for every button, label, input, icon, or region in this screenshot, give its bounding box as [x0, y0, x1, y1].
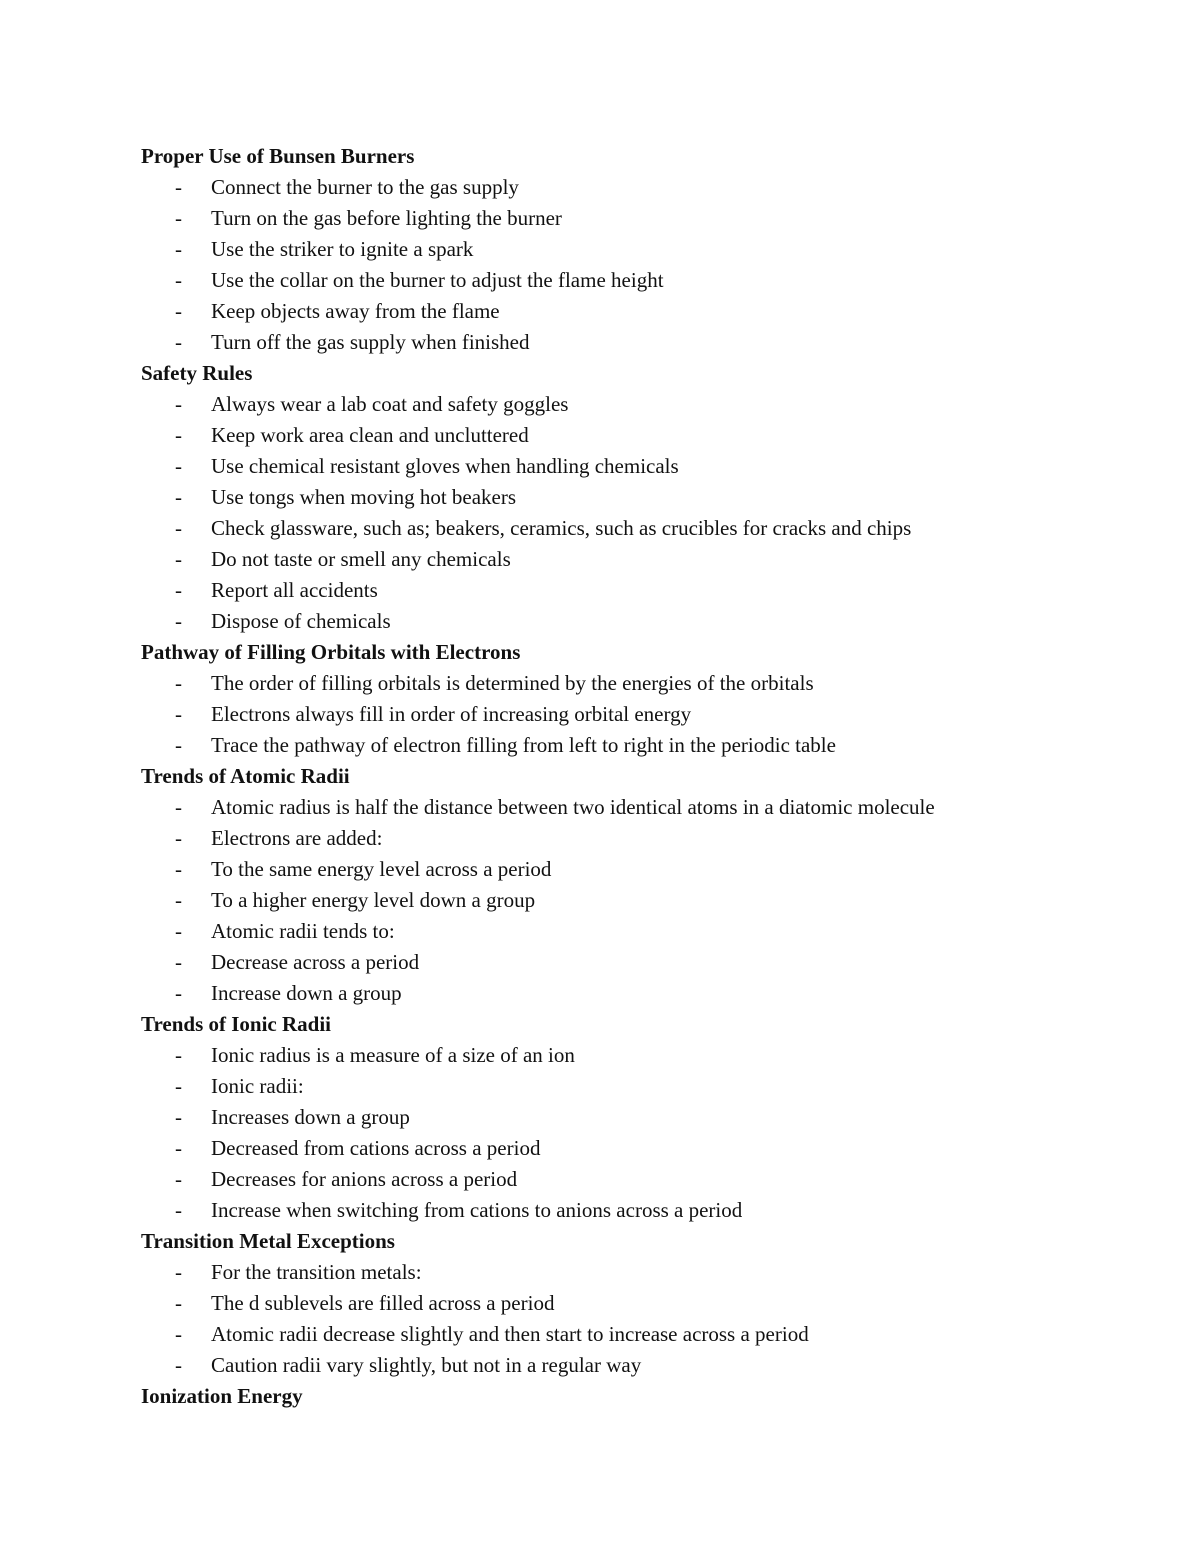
- dash-bullet: -: [175, 423, 182, 447]
- list-item-text: Report all accidents: [211, 578, 378, 602]
- list-item-text: Do not taste or smell any chemicals: [211, 547, 511, 571]
- list-item-text: Increases down a group: [211, 1105, 410, 1129]
- list-item: [141, 1319, 1101, 1350]
- dash-bullet: -: [175, 547, 182, 571]
- list-item-text: To the same energy level across a period: [211, 857, 552, 881]
- list-item: [141, 668, 1101, 699]
- dash-bullet: -: [175, 702, 182, 726]
- dash-bullet: -: [175, 1167, 182, 1191]
- list-item-text: Use the striker to ignite a spark: [211, 237, 474, 261]
- dash-bullet: -: [175, 454, 182, 478]
- list-item: [141, 1133, 1101, 1164]
- list-item: [141, 916, 1101, 947]
- list-item-text: Turn off the gas supply when finished: [211, 330, 530, 354]
- dash-bullet: -: [175, 1198, 182, 1222]
- list-item-text: Increase down a group: [211, 981, 402, 1005]
- dash-bullet: -: [175, 671, 182, 695]
- list-item: [141, 575, 1101, 606]
- list-item: [141, 172, 1101, 203]
- list-item-text: Caution radii vary slightly, but not in a regular way: [211, 1353, 642, 1377]
- dash-bullet: -: [175, 1353, 182, 1377]
- list-item: [141, 1102, 1101, 1133]
- list-item-text: Electrons are added:: [211, 826, 383, 850]
- list-item-text: The order of filling orbitals is determined by the energies of the orbitals: [211, 671, 814, 695]
- list-item-text: Ionic radius is a measure of a size of an ion: [211, 1043, 575, 1067]
- list-item-text: Electrons always fill in order of increasing orbital energy: [211, 702, 692, 726]
- dash-bullet: -: [175, 175, 182, 199]
- list-item: [141, 947, 1101, 978]
- list-item: [141, 389, 1101, 420]
- dash-bullet: -: [175, 1136, 182, 1160]
- list-item-text: Turn on the gas before lighting the burner: [211, 206, 562, 230]
- section-heading: Safety Rules: [141, 361, 253, 385]
- list-item: [141, 482, 1101, 513]
- dash-bullet: -: [175, 888, 182, 912]
- list-item: [141, 544, 1101, 575]
- dash-bullet: -: [175, 237, 182, 261]
- dash-bullet: -: [175, 206, 182, 230]
- list-item: [141, 1350, 1101, 1381]
- list-item: [141, 606, 1101, 637]
- dash-bullet: -: [175, 485, 182, 509]
- list-item-text: Use chemical resistant gloves when handling chemicals: [211, 454, 679, 478]
- list-item: [141, 1071, 1101, 1102]
- list-item: [141, 265, 1101, 296]
- dash-bullet: -: [175, 1322, 182, 1346]
- list-item: [141, 420, 1101, 451]
- section-heading: Proper Use of Bunsen Burners: [141, 144, 415, 168]
- list-item: [141, 1195, 1101, 1226]
- dash-bullet: -: [175, 609, 182, 633]
- list-item-text: Use tongs when moving hot beakers: [211, 485, 517, 509]
- document-body: [141, 141, 1101, 1412]
- list-item: [141, 1040, 1101, 1071]
- dash-bullet: -: [175, 1291, 182, 1315]
- section-heading: Ionization Energy: [141, 1384, 303, 1408]
- dash-bullet: -: [175, 795, 182, 819]
- list-item-text: To a higher energy level down a group: [211, 888, 536, 912]
- list-item-text: Connect the burner to the gas supply: [211, 175, 519, 199]
- list-item: [141, 730, 1101, 761]
- dash-bullet: -: [175, 919, 182, 943]
- bullet-list: [141, 668, 1101, 761]
- list-item: [141, 699, 1101, 730]
- list-item: [141, 1288, 1101, 1319]
- list-item: [141, 792, 1101, 823]
- dash-bullet: -: [175, 733, 182, 757]
- list-item-text: The d sublevels are filled across a period: [211, 1291, 555, 1315]
- bullet-list: [141, 792, 1101, 1009]
- dash-bullet: -: [175, 392, 182, 416]
- list-item-text: Keep work area clean and uncluttered: [211, 423, 529, 447]
- list-item: [141, 513, 1101, 544]
- list-item-text: Ionic radii:: [211, 1074, 304, 1098]
- dash-bullet: -: [175, 299, 182, 323]
- list-item: [141, 885, 1101, 916]
- list-item-text: Use the collar on the burner to adjust the flame height: [211, 268, 664, 292]
- dash-bullet: -: [175, 516, 182, 540]
- dash-bullet: -: [175, 950, 182, 974]
- list-item-text: Decreases for anions across a period: [211, 1167, 518, 1191]
- bullet-list: [141, 389, 1101, 637]
- list-item: [141, 854, 1101, 885]
- list-item-text: Always wear a lab coat and safety goggles: [211, 392, 569, 416]
- dash-bullet: -: [175, 1105, 182, 1129]
- section-heading: Pathway of Filling Orbitals with Electrons: [141, 640, 521, 664]
- dash-bullet: -: [175, 1260, 182, 1284]
- list-item: [141, 296, 1101, 327]
- bullet-list: [141, 1040, 1101, 1226]
- dash-bullet: -: [175, 1074, 182, 1098]
- list-item-text: Dispose of chemicals: [211, 609, 391, 633]
- list-item-text: Atomic radius is half the distance between two identical atoms in a diatomic molecule: [211, 795, 935, 819]
- list-item: [141, 451, 1101, 482]
- list-item: [141, 1257, 1101, 1288]
- bullet-list: [141, 1257, 1101, 1381]
- list-item-text: Increase when switching from cations to anions across a period: [211, 1198, 743, 1222]
- list-item-text: Atomic radii tends to:: [211, 919, 395, 943]
- dash-bullet: -: [175, 330, 182, 354]
- dash-bullet: -: [175, 268, 182, 292]
- dash-bullet: -: [175, 578, 182, 602]
- list-item: [141, 327, 1101, 358]
- list-item-text: For the transition metals:: [211, 1260, 422, 1284]
- list-item-text: Decreased from cations across a period: [211, 1136, 541, 1160]
- list-item-text: Trace the pathway of electron filling from left to right in the periodic table: [211, 733, 836, 757]
- dash-bullet: -: [175, 857, 182, 881]
- dash-bullet: -: [175, 826, 182, 850]
- bullet-list: [141, 172, 1101, 358]
- list-item-text: Atomic radii decrease slightly and then start to increase across a period: [211, 1322, 809, 1346]
- list-item: [141, 1164, 1101, 1195]
- list-item: [141, 234, 1101, 265]
- section-heading: Transition Metal Exceptions: [141, 1229, 395, 1253]
- dash-bullet: -: [175, 1043, 182, 1067]
- list-item-text: Decrease across a period: [211, 950, 420, 974]
- section-heading: Trends of Ionic Radii: [141, 1012, 332, 1036]
- section-heading: Trends of Atomic Radii: [141, 764, 350, 788]
- list-item: [141, 203, 1101, 234]
- list-item-text: Check glassware, such as; beakers, ceramics, such as crucibles for cracks and chips: [211, 516, 912, 540]
- dash-bullet: -: [175, 981, 182, 1005]
- list-item-text: Keep objects away from the flame: [211, 299, 500, 323]
- list-item: [141, 823, 1101, 854]
- list-item: [141, 978, 1101, 1009]
